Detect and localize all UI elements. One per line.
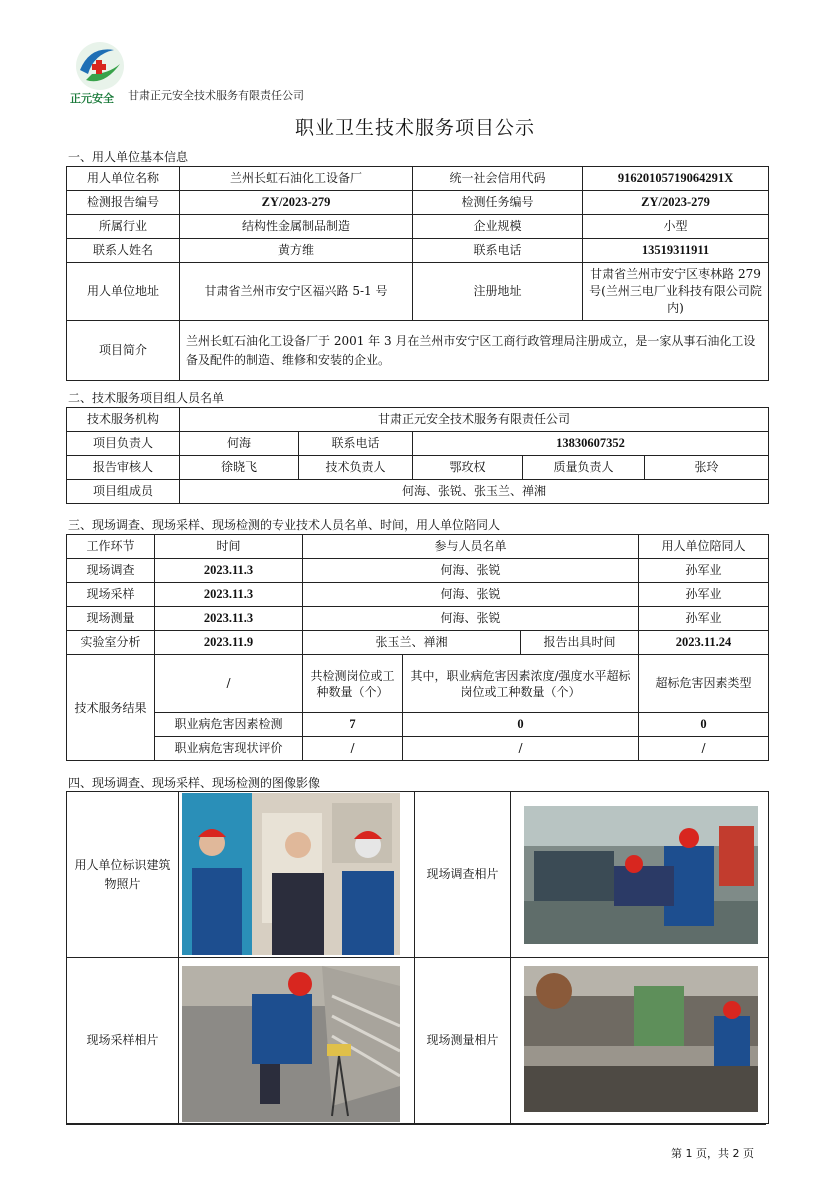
sampling-photo: [182, 966, 400, 1122]
leader-value: 何海: [180, 432, 299, 456]
col-header: 用人单位陪同人: [639, 535, 769, 559]
section3-heading: 三、现场调查、现场采样、现场检测的专业技术人员名单、时间，用人单位陪同人: [68, 518, 501, 532]
table-row: [67, 239, 769, 263]
company-header: 甘肃正元安全技术服务有限责任公司: [128, 89, 304, 102]
address-value: 甘肃省兰州市安宁区福兴路 5-1 号: [180, 263, 413, 321]
tech-label: 技术负责人: [299, 456, 413, 480]
cell-stage: 现场采样: [67, 583, 155, 607]
table-row: [67, 215, 769, 239]
address-label: 用人单位地址: [67, 263, 180, 321]
table-row: [67, 607, 769, 631]
cell-slash: /: [155, 655, 303, 713]
intro-text: 兰州长虹石油化工设备厂于 2001 年 3 月在兰州市安宁区工商行政管理局注册成立，是一家从事石油化工设备及配件的制造、维修和安装的企业。: [180, 321, 769, 381]
building-photo: [182, 793, 400, 955]
leader-label: 项目负责人: [67, 432, 180, 456]
cell-people: 何海、张锐: [303, 559, 639, 583]
reviewer-value: 徐晓飞: [180, 456, 299, 480]
fieldwork-table: [66, 534, 769, 761]
cell-label: 检测报告编号: [67, 191, 180, 215]
table-row: [67, 737, 769, 761]
measurement-photo: [524, 966, 758, 1112]
reviewer-label: 报告审核人: [67, 456, 180, 480]
table-row: [67, 456, 769, 480]
cell-label: 联系电话: [413, 239, 583, 263]
cell-value: ZY/2023-279: [583, 191, 769, 215]
quality-label: 质量负责人: [523, 456, 645, 480]
table-row: [67, 480, 769, 504]
section1-heading: 一、用人单位基本信息: [68, 150, 189, 164]
table-row: [67, 263, 769, 321]
r1-exceed: 0: [403, 713, 639, 737]
photo-label: 现场测量相片: [415, 958, 511, 1124]
members-value: 何海、张锐、张玉兰、禅湘: [180, 480, 769, 504]
cell-people: 何海、张锐: [303, 583, 639, 607]
team-table: [66, 407, 769, 504]
basic-info-table: [66, 166, 769, 381]
cell-label: 用人单位名称: [67, 167, 180, 191]
cell-value: 91620105719064291X: [583, 167, 769, 191]
table-row: [67, 559, 769, 583]
cell-value: 结构性金属制品制造: [180, 215, 413, 239]
r1-label: 职业病危害因素检测: [155, 713, 303, 737]
cell-value: ZY/2023-279: [180, 191, 413, 215]
r1-total: 7: [303, 713, 403, 737]
r2-total: /: [303, 737, 403, 761]
result-label: 技术服务结果: [67, 655, 155, 761]
logo-text: 正元安全: [70, 92, 114, 105]
table-row: [67, 583, 769, 607]
report-date-label: 报告出具时间: [521, 631, 639, 655]
quality-value: 张玲: [645, 456, 769, 480]
cell-date: 2023.11.3: [155, 607, 303, 631]
cell-escort: 孙军业: [639, 607, 769, 631]
photo-label: 现场采样相片: [67, 958, 179, 1124]
col-header: 时间: [155, 535, 303, 559]
phone-label: 联系电话: [299, 432, 413, 456]
col-exceed-header: 其中，职业病危害因素浓度/强度水平超标岗位或工种数量（个）: [403, 655, 639, 713]
page-number: 第 1 页，共 2 页: [671, 1147, 754, 1160]
photo-label: 现场调查相片: [415, 792, 511, 958]
company-logo: [74, 40, 126, 92]
cell-value: 黄方维: [180, 239, 413, 263]
members-label: 项目组成员: [67, 480, 180, 504]
footer-divider: [66, 1124, 766, 1125]
cell-label: 统一社会信用代码: [413, 167, 583, 191]
cell-value: 小型: [583, 215, 769, 239]
cell-date: 2023.11.3: [155, 583, 303, 607]
cell-stage: 现场调查: [67, 559, 155, 583]
table-row: [67, 321, 769, 381]
cell-people: 何海、张锐: [303, 607, 639, 631]
table-row: [67, 713, 769, 737]
col-total-header: 共检测岗位或工种数量（个）: [303, 655, 403, 713]
r1-type: 0: [639, 713, 769, 737]
photo-label: 用人单位标识建筑物照片: [67, 792, 179, 958]
intro-label: 项目简介: [67, 321, 180, 381]
cell-date: 2023.11.3: [155, 559, 303, 583]
cell-label: 企业规模: [413, 215, 583, 239]
cell-stage: 实验室分析: [67, 631, 155, 655]
cell-label: 联系人姓名: [67, 239, 180, 263]
cell-stage: 现场测量: [67, 607, 155, 631]
col-header: 参与人员名单: [303, 535, 639, 559]
table-row: [67, 167, 769, 191]
cell-value: 兰州长虹石油化工设备厂: [180, 167, 413, 191]
section4-heading: 四、现场调查、现场采样、现场检测的图像影像: [68, 776, 321, 790]
table-header-row: [67, 535, 769, 559]
r2-exceed: /: [403, 737, 639, 761]
cell-escort: 孙军业: [639, 559, 769, 583]
org-label: 技术服务机构: [67, 408, 180, 432]
phone-value: 13830607352: [413, 432, 769, 456]
cell-value: 13519311911: [583, 239, 769, 263]
table-row: [67, 631, 769, 655]
cell-label: 检测任务编号: [413, 191, 583, 215]
r2-type: /: [639, 737, 769, 761]
cell-people: 张玉兰、禅湘: [303, 631, 521, 655]
tech-value: 鄂玫权: [413, 456, 523, 480]
reg-address-label: 注册地址: [413, 263, 583, 321]
reg-address-value: 甘肃省兰州市安宁区枣林路 279 号(兰州三电厂业科技有限公司院内): [583, 263, 769, 321]
page-title: 职业卫生技术服务项目公示: [294, 117, 535, 139]
report-date: 2023.11.24: [639, 631, 769, 655]
col-header: 工作环节: [67, 535, 155, 559]
r2-label: 职业病危害现状评价: [155, 737, 303, 761]
org-value: 甘肃正元安全技术服务有限责任公司: [180, 408, 769, 432]
cell-escort: 孙军业: [639, 583, 769, 607]
section2-heading: 二、技术服务项目组人员名单: [68, 391, 225, 405]
table-row: [67, 655, 769, 713]
table-row: [67, 408, 769, 432]
table-row: [67, 191, 769, 215]
col-type-header: 超标危害因素类型: [639, 655, 769, 713]
cell-date: 2023.11.9: [155, 631, 303, 655]
survey-photo: [524, 806, 758, 944]
table-row: [67, 432, 769, 456]
cell-label: 所属行业: [67, 215, 180, 239]
